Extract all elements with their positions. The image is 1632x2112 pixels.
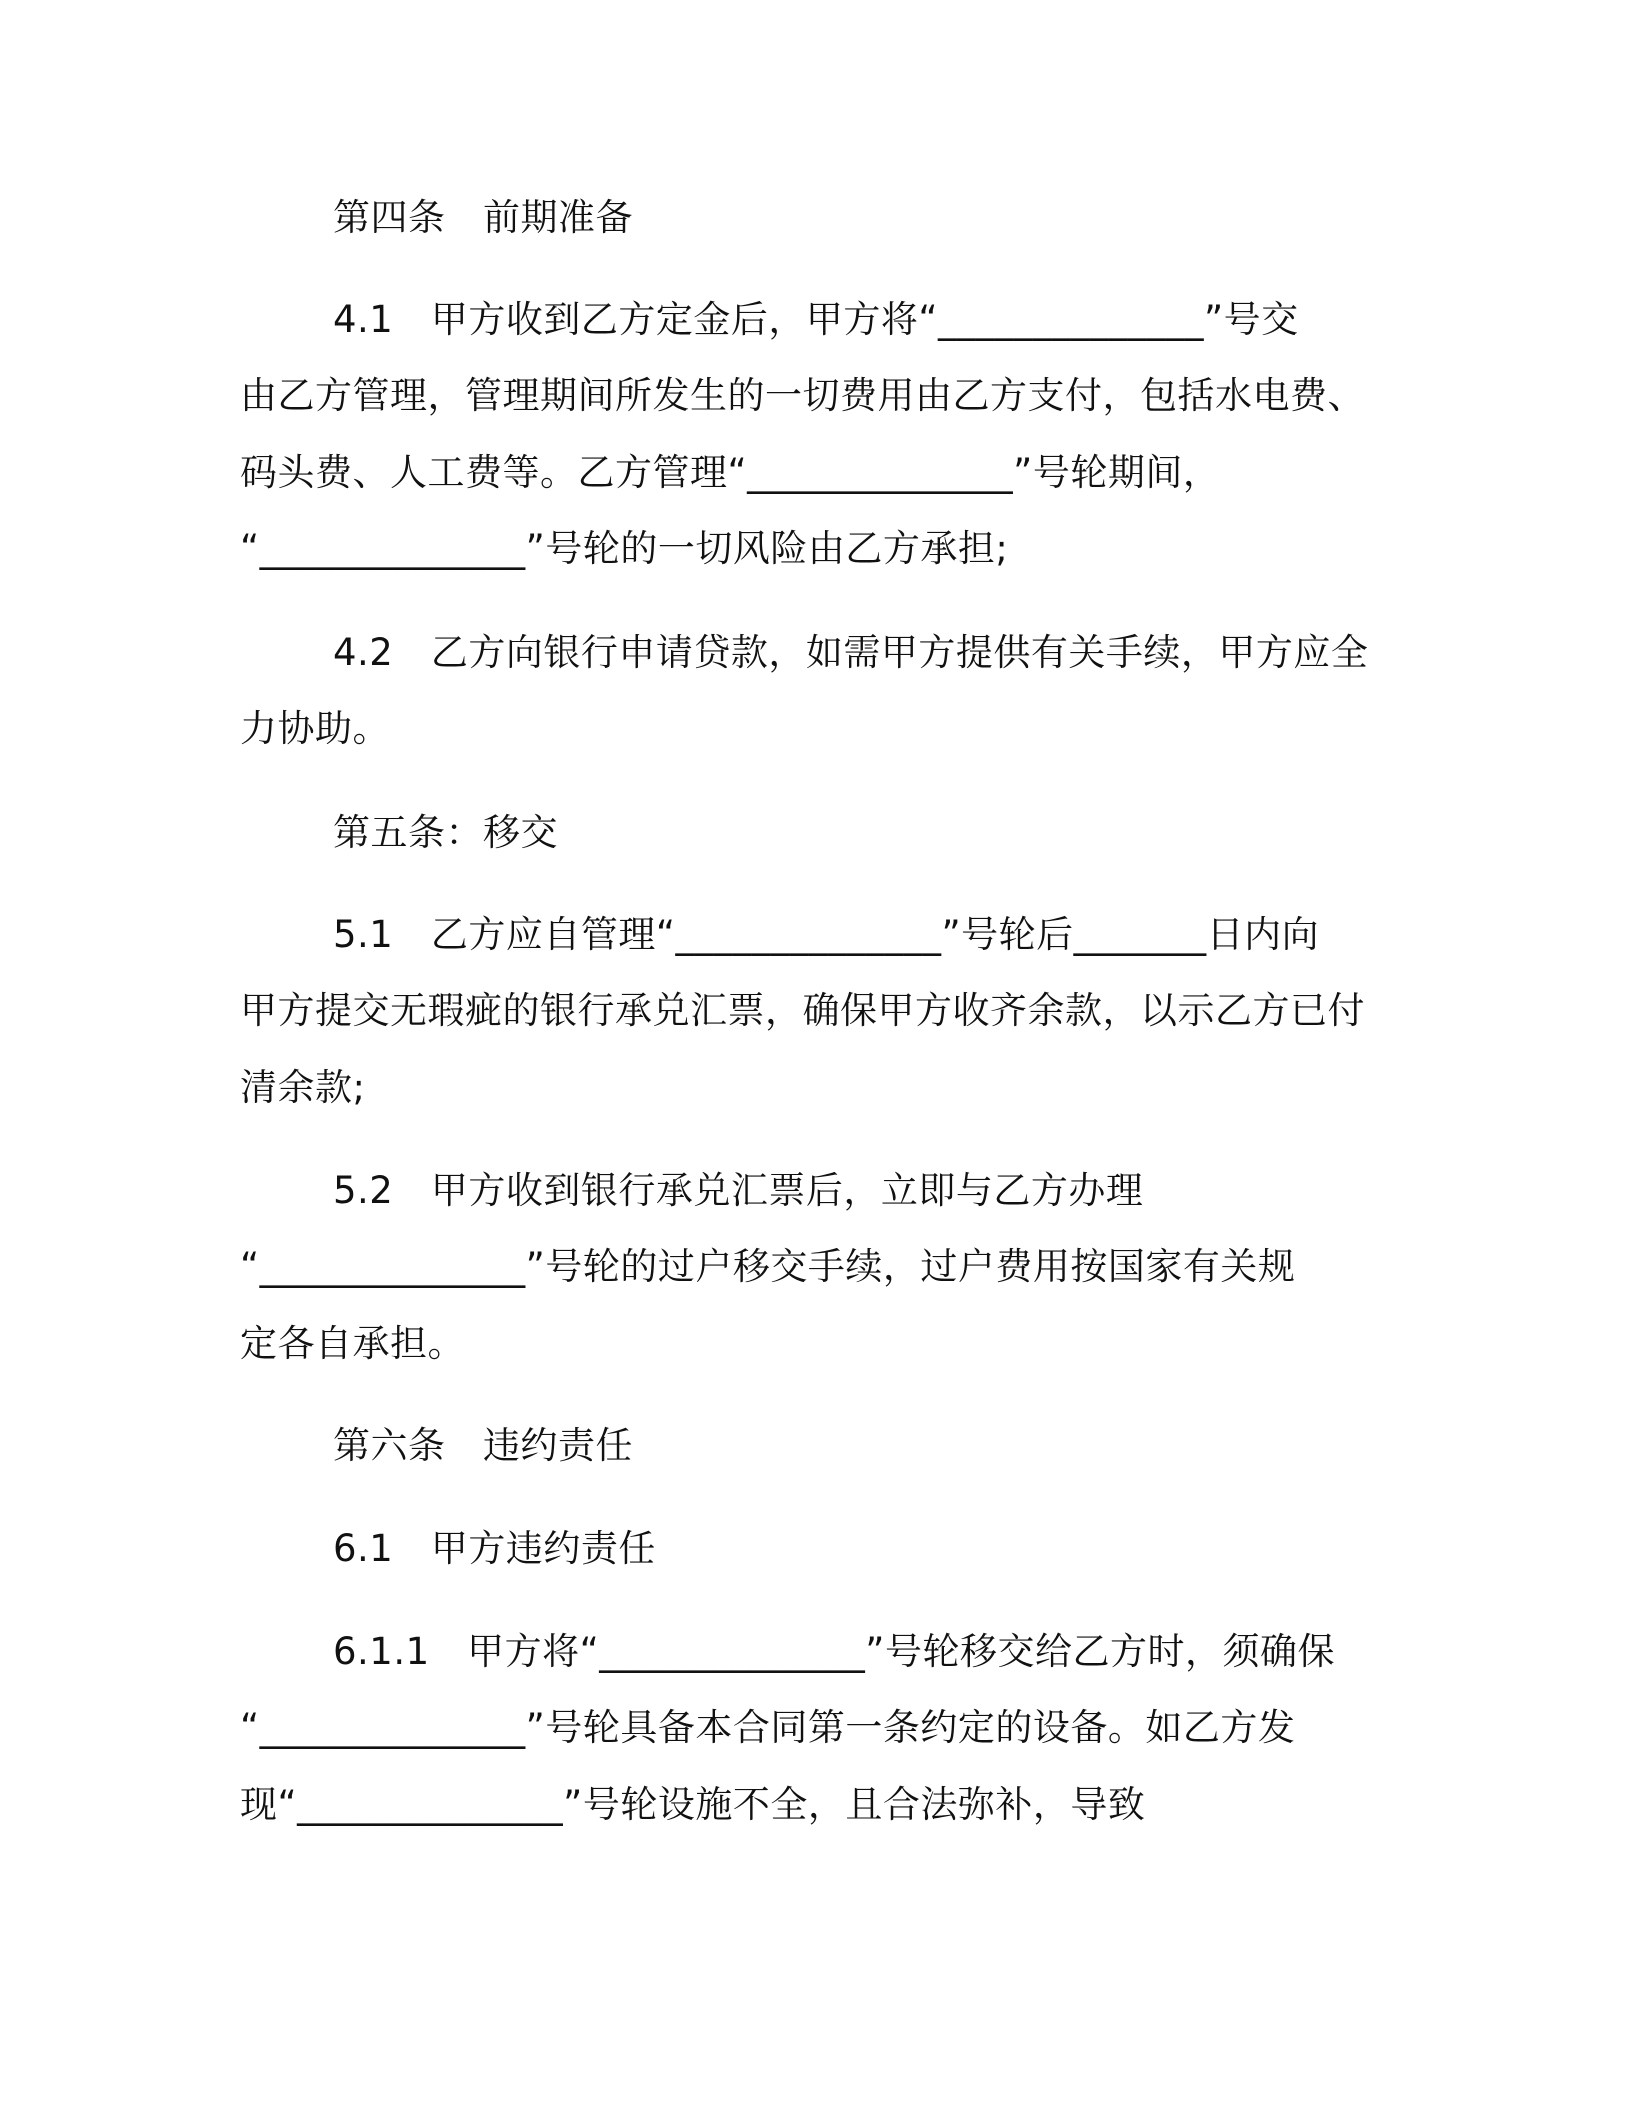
clause-6-1-1-line-1: 6.1.1 甲方将“______________”号轮移交给乙方时，须确保 — [333, 1630, 1335, 1673]
clause-4-1-line-1: 4.1 甲方收到乙方定金后，甲方将“______________”号交 — [333, 298, 1299, 341]
clause-4-1-line-2: 由乙方管理，管理期间所发生的一切费用由乙方支付，包括水电费、 — [240, 374, 1365, 417]
clause-5-2-line-3: 定各自承担。 — [240, 1322, 465, 1365]
clause-5-2-line-2: “______________”号轮的过户移交手续，过户费用按国家有关规 — [240, 1245, 1296, 1288]
clause-4-2-line-2: 力协助。 — [240, 707, 390, 750]
clause-5-1-line-2: 甲方提交无瑕疵的银行承兑汇票，确保甲方收齐余款，以示乙方已付 — [240, 989, 1365, 1032]
clause-4-2-line-1: 4.2 乙方向银行申请贷款，如需甲方提供有关手续，甲方应全 — [333, 631, 1369, 674]
clause-5-1-line-1: 5.1 乙方应自管理“______________”号轮后_______日内向 — [333, 913, 1320, 956]
article-5-heading: 第五条：移交 — [333, 811, 558, 854]
clause-4-1-line-3: 码头费、人工费等。乙方管理“______________”号轮期间， — [240, 451, 1221, 494]
article-6-heading: 第六条 违约责任 — [333, 1424, 633, 1467]
clause-4-1-line-4: “______________”号轮的一切风险由乙方承担; — [240, 527, 1009, 570]
clause-5-1-line-3: 清余款; — [240, 1066, 366, 1109]
clause-6-1-1-line-3: 现“______________”号轮设施不全，且合法弥补，导致 — [240, 1783, 1146, 1826]
clause-6-1-1-line-2: “______________”号轮具备本合同第一条约定的设备。如乙方发 — [240, 1706, 1296, 1749]
article-4-heading: 第四条 前期准备 — [333, 196, 633, 239]
clause-6-1-heading: 6.1 甲方违约责任 — [333, 1527, 656, 1570]
clause-5-2-line-1: 5.2 甲方收到银行承兑汇票后，立即与乙方办理 — [333, 1169, 1144, 1212]
